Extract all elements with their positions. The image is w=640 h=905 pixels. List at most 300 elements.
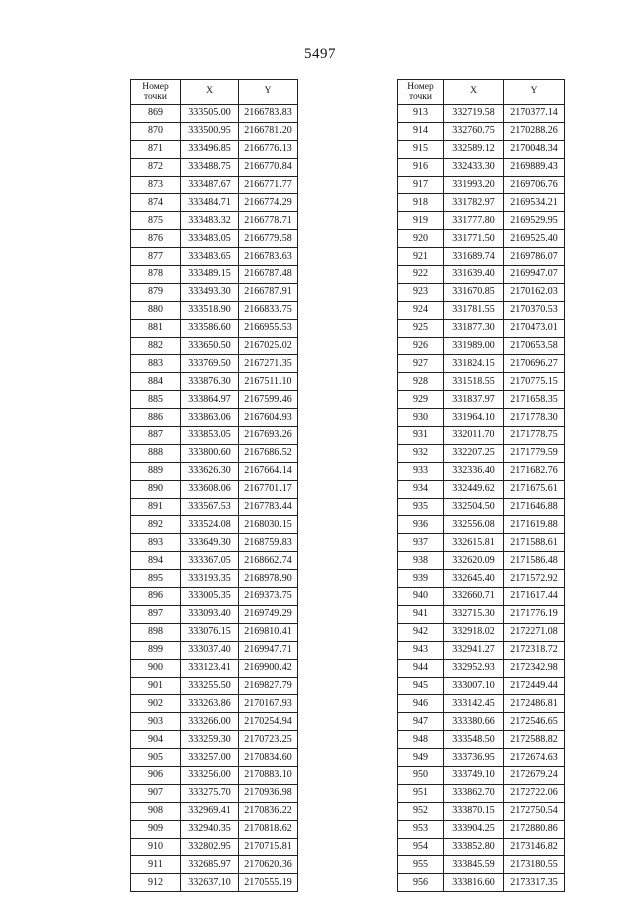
cell-x: 333876.30 <box>181 373 239 391</box>
cell-y: 2166783.63 <box>239 248 298 266</box>
cell-point-number: 945 <box>398 677 444 695</box>
cell-y: 2170555.19 <box>239 874 298 892</box>
cell-x: 333488.75 <box>181 158 239 176</box>
cell-x: 333275.70 <box>181 784 239 802</box>
cell-point-number: 955 <box>398 856 444 874</box>
table-row <box>131 158 298 176</box>
cell-y: 2167783.44 <box>239 498 298 516</box>
cell-point-number: 915 <box>398 140 444 158</box>
cell-x: 332615.81 <box>444 534 504 552</box>
cell-point-number: 925 <box>398 319 444 337</box>
cell-point-number: 931 <box>398 427 444 445</box>
cell-x: 333862.70 <box>444 784 504 802</box>
table-row <box>131 534 298 552</box>
table-row <box>398 713 565 731</box>
table-row <box>131 355 298 373</box>
cell-y: 2169947.07 <box>504 266 565 284</box>
cell-point-number: 873 <box>131 176 181 194</box>
cell-x: 333524.08 <box>181 516 239 534</box>
cell-x: 333007.10 <box>444 677 504 695</box>
cell-point-number: 882 <box>131 337 181 355</box>
cell-x: 331824.15 <box>444 355 504 373</box>
table-row <box>131 605 298 623</box>
table-row <box>131 784 298 802</box>
cell-y: 2166774.29 <box>239 194 298 212</box>
cell-y: 2170254.94 <box>239 713 298 731</box>
cell-x: 332645.40 <box>444 570 504 588</box>
cell-point-number: 875 <box>131 212 181 230</box>
table-row <box>398 820 565 838</box>
table-row <box>131 105 298 123</box>
cell-x: 333518.90 <box>181 301 239 319</box>
table-row <box>398 140 565 158</box>
cell-x: 333123.41 <box>181 659 239 677</box>
cell-x: 333256.00 <box>181 766 239 784</box>
cell-y: 2166787.48 <box>239 266 298 284</box>
cell-point-number: 881 <box>131 319 181 337</box>
cell-x: 333257.00 <box>181 749 239 767</box>
table-row <box>398 856 565 874</box>
cell-y: 2169529.95 <box>504 212 565 230</box>
cell-x: 332952.93 <box>444 659 504 677</box>
cell-point-number: 952 <box>398 802 444 820</box>
cell-y: 2166787.91 <box>239 283 298 301</box>
cell-x: 333259.30 <box>181 731 239 749</box>
cell-point-number: 899 <box>131 641 181 659</box>
table-row <box>131 230 298 248</box>
cell-y: 2171776.19 <box>504 605 565 623</box>
cell-x: 331782.97 <box>444 194 504 212</box>
cell-y: 2169827.79 <box>239 677 298 695</box>
cell-y: 2167664.14 <box>239 462 298 480</box>
table-row <box>131 391 298 409</box>
cell-y: 2169889.43 <box>504 158 565 176</box>
table-row <box>398 427 565 445</box>
cell-y: 2167025.02 <box>239 337 298 355</box>
table-row <box>131 176 298 194</box>
cell-point-number: 870 <box>131 122 181 140</box>
cell-point-number: 956 <box>398 874 444 892</box>
cell-y: 2170162.03 <box>504 283 565 301</box>
cell-y: 2173180.55 <box>504 856 565 874</box>
cell-point-number: 903 <box>131 713 181 731</box>
cell-point-number: 879 <box>131 283 181 301</box>
cell-x: 332637.10 <box>181 874 239 892</box>
cell-y: 2169947.71 <box>239 641 298 659</box>
table-row <box>398 838 565 856</box>
cell-x: 332433.30 <box>444 158 504 176</box>
cell-x: 333853.05 <box>181 427 239 445</box>
cell-point-number: 932 <box>398 444 444 462</box>
cell-y: 2172486.81 <box>504 695 565 713</box>
cell-y: 2170883.10 <box>239 766 298 784</box>
cell-x: 333845.59 <box>444 856 504 874</box>
table-row <box>131 713 298 731</box>
cell-x: 332660.71 <box>444 588 504 606</box>
cell-x: 331877.30 <box>444 319 504 337</box>
cell-y: 2170288.26 <box>504 122 565 140</box>
table-row <box>398 731 565 749</box>
table-row <box>398 498 565 516</box>
cell-point-number: 926 <box>398 337 444 355</box>
cell-point-number: 934 <box>398 480 444 498</box>
header-x: X <box>181 80 239 105</box>
table-row <box>398 605 565 623</box>
cell-point-number: 929 <box>398 391 444 409</box>
table-row <box>398 623 565 641</box>
cell-y: 2166781.20 <box>239 122 298 140</box>
table-row <box>131 623 298 641</box>
table-row <box>131 373 298 391</box>
cell-point-number: 887 <box>131 427 181 445</box>
cell-x: 333904.25 <box>444 820 504 838</box>
cell-point-number: 935 <box>398 498 444 516</box>
table-row <box>398 874 565 892</box>
table-row <box>398 516 565 534</box>
cell-x: 333093.40 <box>181 605 239 623</box>
cell-y: 2166778.71 <box>239 212 298 230</box>
cell-point-number: 937 <box>398 534 444 552</box>
table-row <box>131 659 298 677</box>
table-row <box>131 802 298 820</box>
cell-point-number: 902 <box>131 695 181 713</box>
cell-x: 332941.27 <box>444 641 504 659</box>
table-row <box>398 588 565 606</box>
cell-y: 2169810.41 <box>239 623 298 641</box>
cell-point-number: 878 <box>131 266 181 284</box>
table-row <box>131 462 298 480</box>
table-body-right <box>398 105 565 892</box>
header-number-line2: точки <box>143 92 167 102</box>
cell-point-number: 876 <box>131 230 181 248</box>
cell-x: 331837.97 <box>444 391 504 409</box>
cell-y: 2169525.40 <box>504 230 565 248</box>
cell-x: 331771.50 <box>444 230 504 248</box>
cell-y: 2169534.21 <box>504 194 565 212</box>
cell-point-number: 906 <box>131 766 181 784</box>
cell-x: 333649.30 <box>181 534 239 552</box>
cell-x: 333380.66 <box>444 713 504 731</box>
cell-x: 333076.15 <box>181 623 239 641</box>
table-row <box>398 552 565 570</box>
cell-y: 2170377.14 <box>504 105 565 123</box>
cell-point-number: 948 <box>398 731 444 749</box>
table-row <box>398 695 565 713</box>
cell-x: 333864.97 <box>181 391 239 409</box>
header-y: Y <box>239 80 298 105</box>
cell-point-number: 910 <box>131 838 181 856</box>
cell-point-number: 894 <box>131 552 181 570</box>
cell-y: 2166955.53 <box>239 319 298 337</box>
table-row <box>131 444 298 462</box>
header-number-line1: Номер <box>142 82 169 92</box>
table-row <box>131 641 298 659</box>
cell-x: 331670.85 <box>444 283 504 301</box>
cell-x: 333266.00 <box>181 713 239 731</box>
table-row <box>398 641 565 659</box>
table-row <box>131 856 298 874</box>
table-row <box>131 552 298 570</box>
cell-point-number: 892 <box>131 516 181 534</box>
cell-x: 333367.05 <box>181 552 239 570</box>
cell-y: 2172880.86 <box>504 820 565 838</box>
table-row <box>131 838 298 856</box>
table-row <box>131 498 298 516</box>
cell-y: 2169900.42 <box>239 659 298 677</box>
cell-y: 2169373.75 <box>239 588 298 606</box>
cell-point-number: 918 <box>398 194 444 212</box>
table-row <box>398 355 565 373</box>
cell-point-number: 936 <box>398 516 444 534</box>
table-row <box>398 158 565 176</box>
cell-point-number: 950 <box>398 766 444 784</box>
cell-point-number: 895 <box>131 570 181 588</box>
cell-x: 333816.60 <box>444 874 504 892</box>
table-row <box>131 480 298 498</box>
table-row <box>398 194 565 212</box>
cell-x: 333483.05 <box>181 230 239 248</box>
cell-y: 2172679.24 <box>504 766 565 784</box>
cell-x: 332760.75 <box>444 122 504 140</box>
cell-y: 2170775.15 <box>504 373 565 391</box>
cell-point-number: 883 <box>131 355 181 373</box>
cell-point-number: 901 <box>131 677 181 695</box>
cell-y: 2171675.61 <box>504 480 565 498</box>
cell-y: 2171572.92 <box>504 570 565 588</box>
table-row <box>131 266 298 284</box>
table-row <box>398 248 565 266</box>
cell-point-number: 914 <box>398 122 444 140</box>
cell-y: 2169706.76 <box>504 176 565 194</box>
cell-y: 2170370.53 <box>504 301 565 319</box>
cell-point-number: 921 <box>398 248 444 266</box>
cell-x: 332719.58 <box>444 105 504 123</box>
cell-point-number: 912 <box>131 874 181 892</box>
table-row <box>398 659 565 677</box>
cell-y: 2170696.27 <box>504 355 565 373</box>
cell-y: 2172449.44 <box>504 677 565 695</box>
cell-point-number: 907 <box>131 784 181 802</box>
cell-point-number: 938 <box>398 552 444 570</box>
table-row <box>398 337 565 355</box>
cell-x: 331781.55 <box>444 301 504 319</box>
cell-point-number: 954 <box>398 838 444 856</box>
cell-point-number: 909 <box>131 820 181 838</box>
cell-x: 333505.00 <box>181 105 239 123</box>
table-row <box>398 749 565 767</box>
cell-y: 2168662.74 <box>239 552 298 570</box>
cell-point-number: 908 <box>131 802 181 820</box>
cell-point-number: 919 <box>398 212 444 230</box>
cell-point-number: 949 <box>398 749 444 767</box>
cell-y: 2171588.61 <box>504 534 565 552</box>
cell-x: 333548.50 <box>444 731 504 749</box>
cell-point-number: 944 <box>398 659 444 677</box>
cell-point-number: 891 <box>131 498 181 516</box>
cell-y: 2166776.13 <box>239 140 298 158</box>
table-row <box>398 283 565 301</box>
header-number-line1: Номер <box>407 82 434 92</box>
cell-point-number: 905 <box>131 749 181 767</box>
cell-y: 2173146.82 <box>504 838 565 856</box>
cell-point-number: 917 <box>398 176 444 194</box>
cell-point-number: 889 <box>131 462 181 480</box>
cell-y: 2169786.07 <box>504 248 565 266</box>
cell-point-number: 897 <box>131 605 181 623</box>
cell-point-number: 874 <box>131 194 181 212</box>
cell-y: 2171778.30 <box>504 409 565 427</box>
cell-y: 2166770.84 <box>239 158 298 176</box>
cell-x: 332589.12 <box>444 140 504 158</box>
cell-point-number: 941 <box>398 605 444 623</box>
cell-y: 2172750.54 <box>504 802 565 820</box>
cell-x: 331964.10 <box>444 409 504 427</box>
table-row <box>398 266 565 284</box>
cell-x: 333483.32 <box>181 212 239 230</box>
header-x: X <box>444 80 504 105</box>
table-row <box>398 570 565 588</box>
cell-x: 333608.06 <box>181 480 239 498</box>
cell-x: 333626.30 <box>181 462 239 480</box>
table-row <box>131 570 298 588</box>
table-row <box>131 140 298 158</box>
cell-x: 333650.50 <box>181 337 239 355</box>
table-row <box>131 248 298 266</box>
cell-x: 333863.06 <box>181 409 239 427</box>
header-point-number <box>398 80 444 105</box>
cell-y: 2167604.93 <box>239 409 298 427</box>
table-row <box>131 212 298 230</box>
table-row <box>131 695 298 713</box>
table-row <box>398 534 565 552</box>
table-row <box>398 391 565 409</box>
cell-y: 2167511.10 <box>239 373 298 391</box>
table-row <box>398 480 565 498</box>
cell-point-number: 923 <box>398 283 444 301</box>
table-row <box>131 194 298 212</box>
table-row <box>131 427 298 445</box>
cell-y: 2171619.88 <box>504 516 565 534</box>
cell-y: 2172588.82 <box>504 731 565 749</box>
cell-x: 331689.74 <box>444 248 504 266</box>
cell-x: 331989.00 <box>444 337 504 355</box>
table-row <box>398 802 565 820</box>
cell-y: 2172342.98 <box>504 659 565 677</box>
header-number-line2: точки <box>408 92 432 102</box>
cell-point-number: 922 <box>398 266 444 284</box>
cell-y: 2172546.65 <box>504 713 565 731</box>
cell-y: 2168978.90 <box>239 570 298 588</box>
cell-point-number: 872 <box>131 158 181 176</box>
table-row <box>131 820 298 838</box>
cell-y: 2170167.93 <box>239 695 298 713</box>
cell-x: 332969.41 <box>181 802 239 820</box>
cell-point-number: 893 <box>131 534 181 552</box>
cell-x: 332940.35 <box>181 820 239 838</box>
table-row <box>131 283 298 301</box>
cell-point-number: 928 <box>398 373 444 391</box>
cell-y: 2170834.60 <box>239 749 298 767</box>
table-row <box>131 588 298 606</box>
cell-y: 2171646.88 <box>504 498 565 516</box>
cell-point-number: 930 <box>398 409 444 427</box>
table-row <box>398 462 565 480</box>
cell-y: 2171682.76 <box>504 462 565 480</box>
cell-y: 2167599.46 <box>239 391 298 409</box>
table-row <box>398 766 565 784</box>
table-header-row <box>131 80 298 105</box>
cell-x: 333005.35 <box>181 588 239 606</box>
cell-y: 2171778.75 <box>504 427 565 445</box>
table-row <box>398 230 565 248</box>
cell-x: 333484.71 <box>181 194 239 212</box>
cell-point-number: 913 <box>398 105 444 123</box>
cell-x: 333483.65 <box>181 248 239 266</box>
cell-y: 2167271.35 <box>239 355 298 373</box>
cell-x: 333037.40 <box>181 641 239 659</box>
cell-y: 2171586.48 <box>504 552 565 570</box>
cell-y: 2167701.17 <box>239 480 298 498</box>
cell-y: 2172271.08 <box>504 623 565 641</box>
cell-y: 2170715.81 <box>239 838 298 856</box>
cell-y: 2170818.62 <box>239 820 298 838</box>
cell-y: 2168030.15 <box>239 516 298 534</box>
cell-x: 333870.15 <box>444 802 504 820</box>
table-row <box>398 677 565 695</box>
cell-y: 2170473.01 <box>504 319 565 337</box>
cell-point-number: 947 <box>398 713 444 731</box>
cell-point-number: 942 <box>398 623 444 641</box>
cell-y: 2166833.75 <box>239 301 298 319</box>
table-row <box>398 409 565 427</box>
table-row <box>398 301 565 319</box>
cell-point-number: 953 <box>398 820 444 838</box>
cell-point-number: 880 <box>131 301 181 319</box>
cell-x: 333500.95 <box>181 122 239 140</box>
cell-x: 332620.09 <box>444 552 504 570</box>
cell-x: 332685.97 <box>181 856 239 874</box>
cell-point-number: 940 <box>398 588 444 606</box>
table-row <box>398 122 565 140</box>
table-row <box>398 212 565 230</box>
cell-x: 333800.60 <box>181 444 239 462</box>
cell-x: 333769.50 <box>181 355 239 373</box>
table-row <box>131 337 298 355</box>
coordinates-table-left <box>130 79 298 892</box>
cell-x: 333852.80 <box>444 838 504 856</box>
cell-y: 2167686.52 <box>239 444 298 462</box>
cell-point-number: 900 <box>131 659 181 677</box>
table-row <box>131 122 298 140</box>
cell-y: 2167693.26 <box>239 427 298 445</box>
page-number: 5497 <box>304 46 336 62</box>
cell-point-number: 951 <box>398 784 444 802</box>
cell-point-number: 890 <box>131 480 181 498</box>
cell-x: 332802.95 <box>181 838 239 856</box>
table-row <box>131 766 298 784</box>
cell-y: 2170653.58 <box>504 337 565 355</box>
cell-x: 331777.80 <box>444 212 504 230</box>
cell-point-number: 871 <box>131 140 181 158</box>
table-row <box>398 784 565 802</box>
cell-x: 333489.15 <box>181 266 239 284</box>
cell-x: 332715.30 <box>444 605 504 623</box>
header-y: Y <box>504 80 565 105</box>
cell-x: 333749.10 <box>444 766 504 784</box>
cell-x: 333142.45 <box>444 695 504 713</box>
table-row <box>131 319 298 337</box>
cell-x: 333487.67 <box>181 176 239 194</box>
